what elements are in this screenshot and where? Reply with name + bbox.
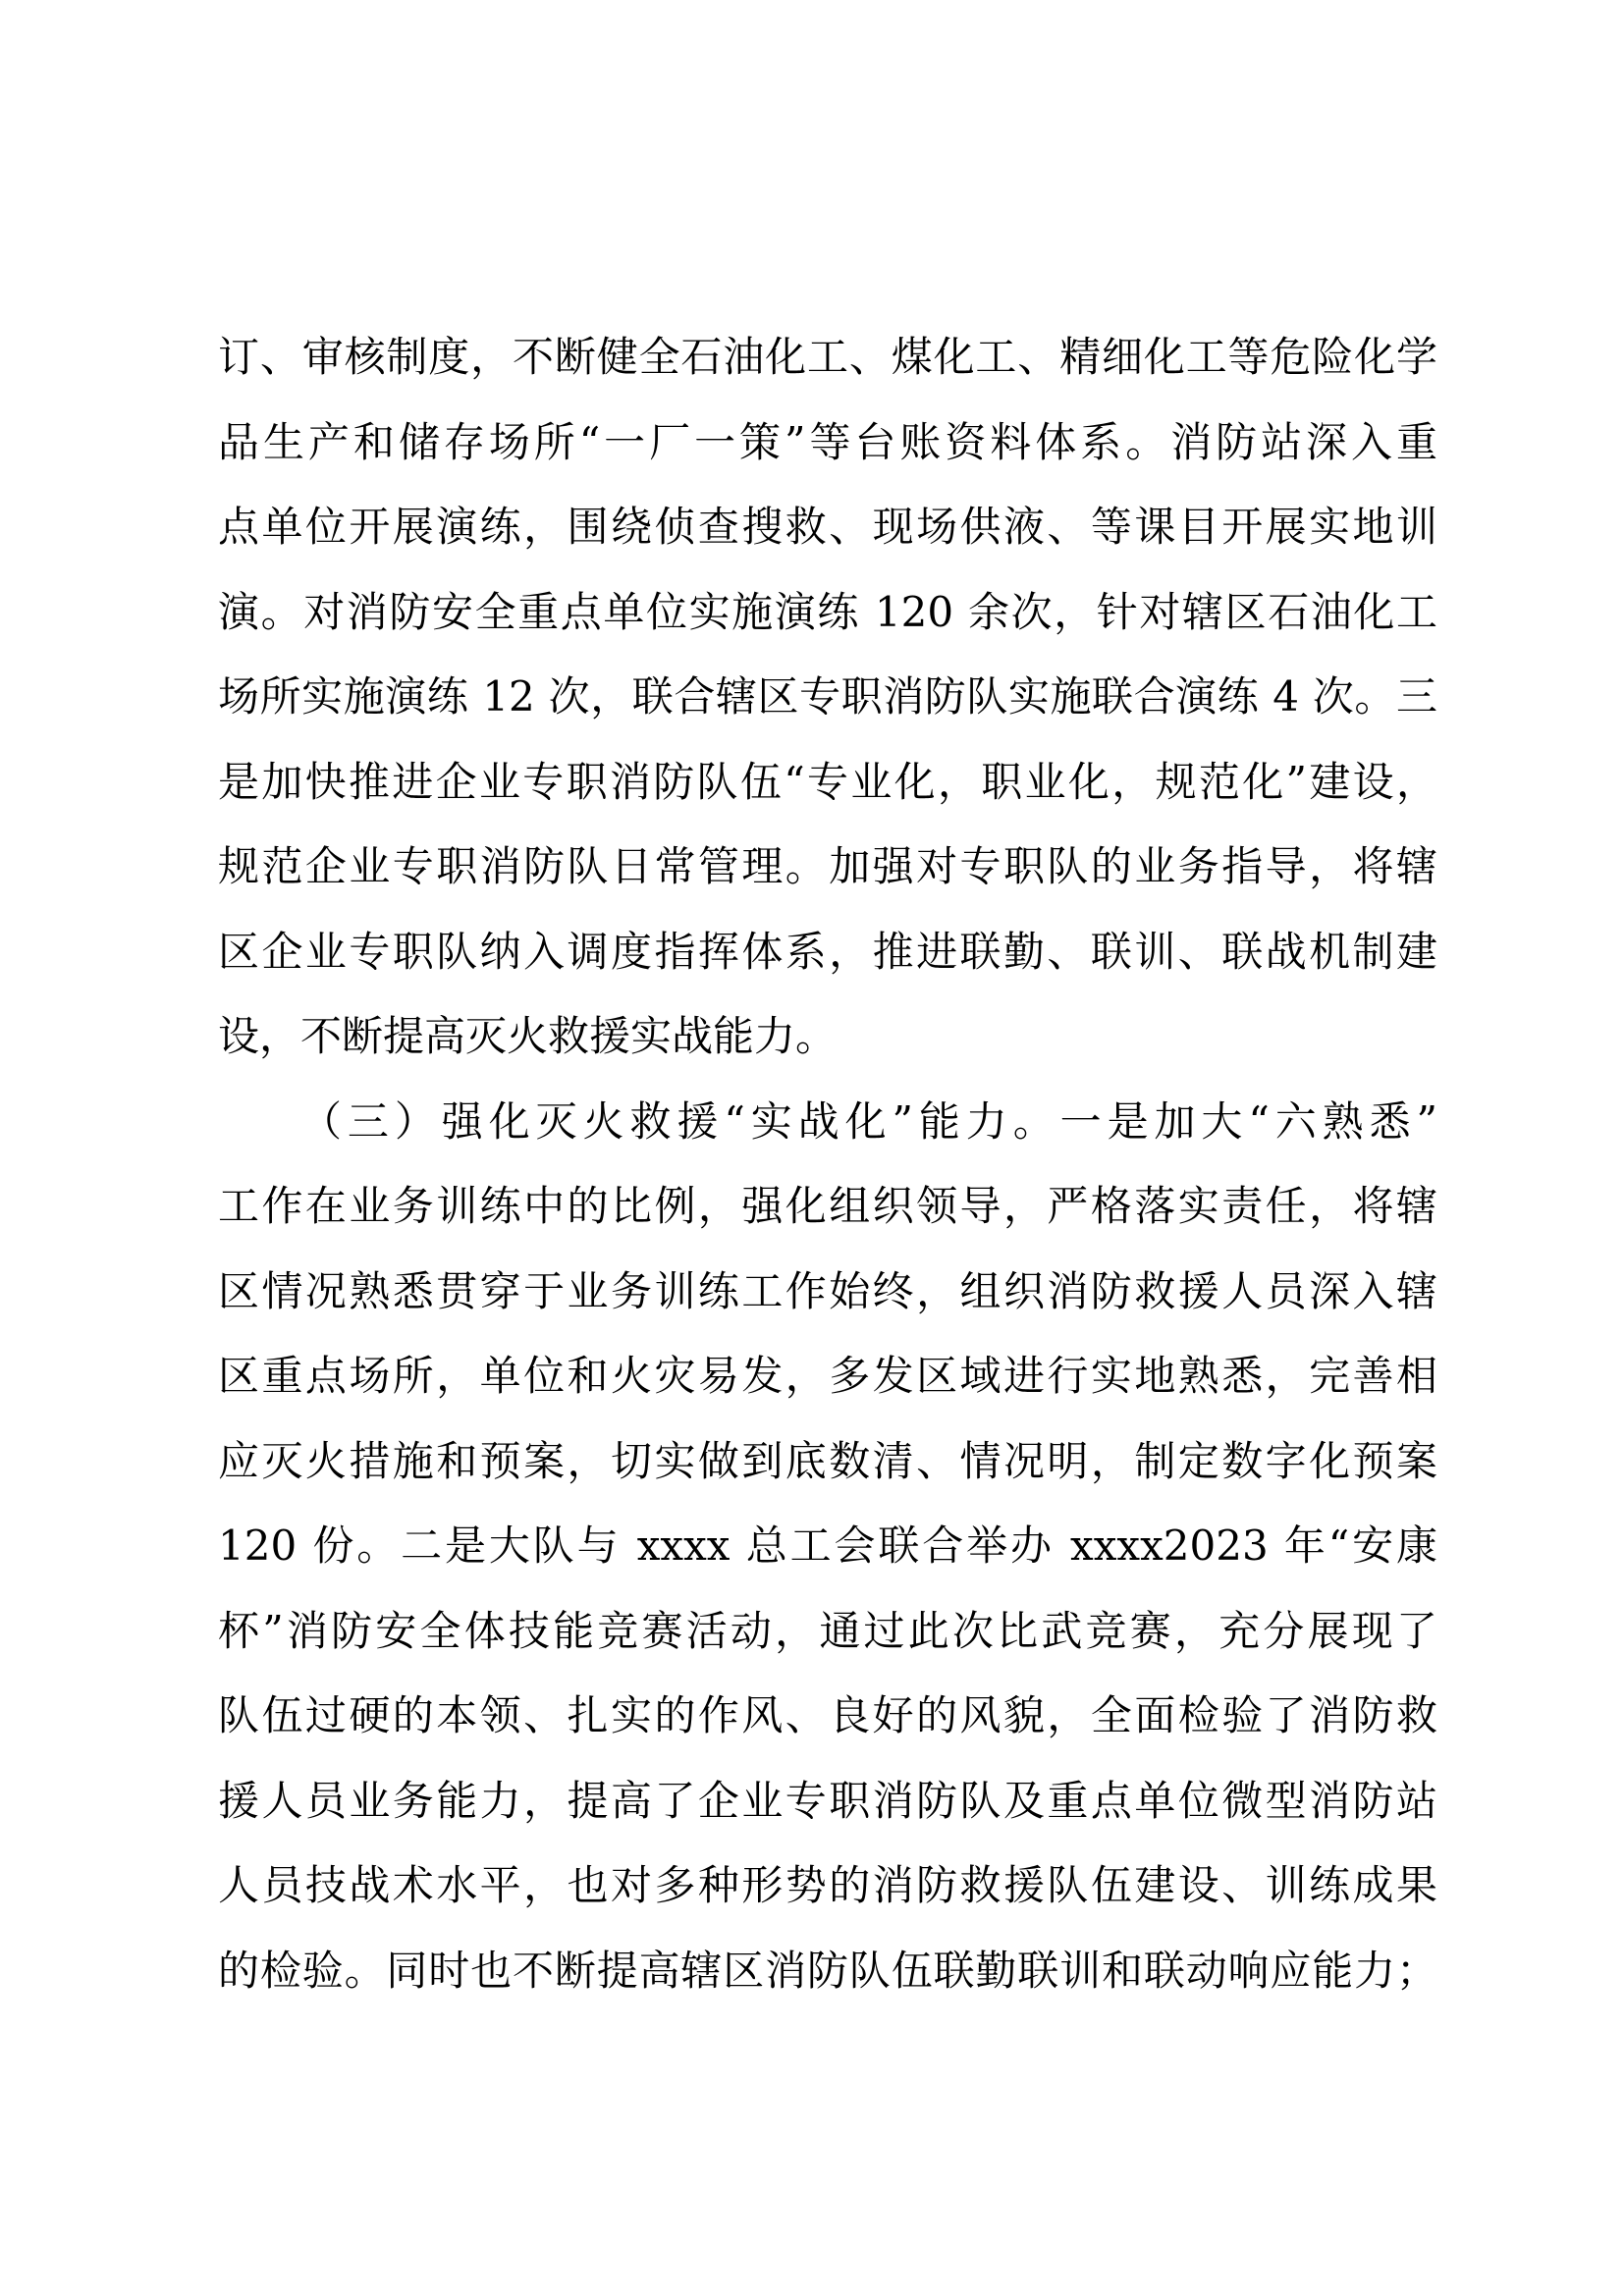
text-line: 的检验。同时也不断提高辖区消防队伍联勤联训和联动响应能力； (218, 1946, 1437, 1995)
text-line: 援人员业务能力，提高了企业专职消防队及重点单位微型消防站 (218, 1776, 1437, 1825)
text-line: 规范企业专职消防队日常管理。加强对专职队的业务指导，将辖 (218, 842, 1437, 890)
paragraph-2 (218, 1080, 1437, 2014)
text-line: 区企业专职队纳入调度指挥体系，推进联勤、联训、联战机制建 (218, 927, 1437, 976)
section-heading-line: （三）强化灭火救援“实战化”能力。一是加大“六熟悉” (300, 1096, 1437, 1146)
text-line: 演。对消防安全重点单位实施演练 120 余次，针对辖区石油化工 (218, 587, 1437, 636)
document-page (218, 315, 1437, 2013)
text-line: 应灭火措施和预案，切实做到底数清、情况明，制定数字化预案 (218, 1436, 1437, 1485)
text-line: 杯”消防安全体技能竞赛活动，通过此次比武竞赛，充分展现了 (218, 1606, 1437, 1655)
text-line: 场所实施演练 12 次，联合辖区专职消防队实施联合演练 4 次。三 (218, 672, 1437, 721)
text-line: 区情况熟悉贯穿于业务训练工作始终，组织消防救援人员深入辖 (218, 1266, 1437, 1315)
text-line: 设，不断提高灭火救援实战能力。 (218, 1012, 838, 1060)
paragraph-1 (218, 315, 1437, 1080)
text-line: 人员技战术水平，也对多种形势的消防救援队伍建设、训练成果 (218, 1861, 1437, 1909)
text-line: 工作在业务训练中的比例，强化组织领导，严格落实责任，将辖 (218, 1182, 1437, 1230)
text-line: 区重点场所，单位和火灾易发，多发区域进行实地熟悉，完善相 (218, 1352, 1437, 1400)
text-line: 点单位开展演练，围绕侦查搜救、现场供液、等课目开展实地训 (218, 503, 1437, 551)
text-line: 是加快推进企业专职消防队伍“专业化，职业化，规范化”建设， (218, 757, 1437, 806)
text-line: 订、审核制度，不断健全石油化工、煤化工、精细化工等危险化学 (218, 333, 1437, 381)
text-line: 队伍过硬的本领、扎实的作风、良好的风貌，全面检验了消防救 (218, 1691, 1437, 1739)
text-line: 120 份。二是大队与 xxxx 总工会联合举办 xxxx2023 年“安康 (218, 1522, 1437, 1570)
text-line: 品生产和储存场所“一厂一策”等台账资料体系。消防站深入重 (218, 417, 1437, 466)
